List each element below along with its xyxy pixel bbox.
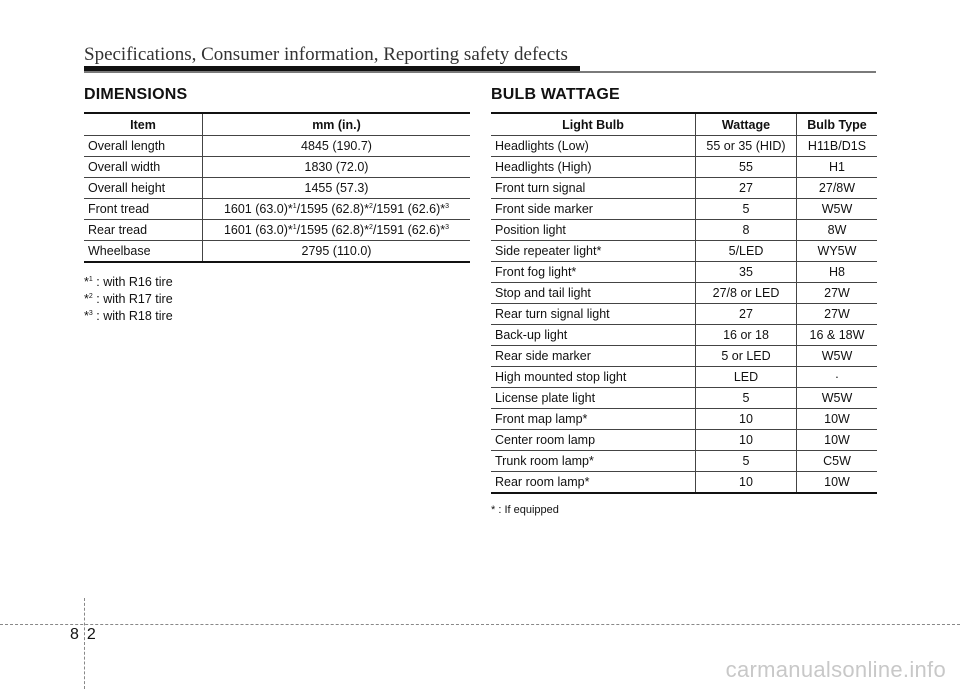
table-row: [491, 367, 877, 388]
bulb-type-cell: H11B/D1S: [797, 136, 878, 157]
bulb-wattage-table: [491, 112, 877, 494]
footnote-mark: 2: [88, 292, 93, 300]
table-row: [84, 157, 470, 178]
dimensions-table: [84, 112, 470, 263]
table-header-row: [84, 113, 470, 136]
bulb-type-cell: 10W: [797, 472, 878, 494]
table-row: [491, 283, 877, 304]
value-part: /1595 (62.8)*: [296, 223, 369, 237]
table-row: [491, 178, 877, 199]
table-row: [84, 241, 470, 263]
table-row: [491, 409, 877, 430]
footnote-mark: 1: [292, 223, 297, 231]
table-row: [84, 220, 470, 241]
value-cell: [203, 199, 471, 220]
table-row: [491, 199, 877, 220]
wattage-cell: 10: [696, 430, 797, 451]
page-number: 82: [70, 626, 104, 643]
bulb-name-cell: Headlights (High): [491, 157, 696, 178]
wattage-cell: 27: [696, 304, 797, 325]
bulb-type-cell: 10W: [797, 430, 878, 451]
bulb-type-cell: W5W: [797, 346, 878, 367]
bulb-type-cell: W5W: [797, 199, 878, 220]
bulb-footnote: * : If equipped: [491, 504, 559, 516]
dimension-footnotes: [84, 274, 173, 325]
table-row: [84, 199, 470, 220]
bulb-type-cell: 27W: [797, 304, 878, 325]
footnote-text: : with R18 tire: [92, 309, 173, 323]
footnote: [84, 308, 173, 325]
item-cell: Wheelbase: [84, 241, 203, 263]
wattage-cell: 5: [696, 199, 797, 220]
bulb-name-cell: Rear turn signal light: [491, 304, 696, 325]
value-cell: 2795 (110.0): [203, 241, 471, 263]
item-cell: Front tread: [84, 199, 203, 220]
bulb-type-cell: ·: [797, 367, 878, 388]
wattage-cell: 5: [696, 451, 797, 472]
watermark: carmanualsonline.info: [725, 657, 946, 682]
footnote: [84, 274, 173, 291]
column-header-bulb-type: Bulb Type: [797, 113, 878, 136]
bulb-name-cell: Rear side marker: [491, 346, 696, 367]
item-cell: Overall width: [84, 157, 203, 178]
wattage-cell: 10: [696, 409, 797, 430]
wattage-cell: 5: [696, 388, 797, 409]
item-cell: Overall height: [84, 178, 203, 199]
table-row: [491, 304, 877, 325]
bulb-name-cell: Headlights (Low): [491, 136, 696, 157]
table-row: [84, 178, 470, 199]
value-cell: 1455 (57.3): [203, 178, 471, 199]
wattage-cell: LED: [696, 367, 797, 388]
wattage-cell: 27: [696, 178, 797, 199]
value-part: /1591 (62.6)*: [372, 202, 446, 216]
bulb-name-cell: Rear room lamp*: [491, 472, 696, 494]
value-part: 1601 (63.0)*: [223, 223, 293, 237]
column-header-wattage: Wattage: [696, 113, 797, 136]
bulb-name-cell: Front turn signal: [491, 178, 696, 199]
footnote-mark: 3: [88, 309, 93, 317]
table-header-row: [491, 113, 877, 136]
table-row: [491, 220, 877, 241]
item-cell: Overall length: [84, 136, 203, 157]
value-part: /1595 (62.8)*: [296, 202, 369, 216]
wattage-cell: 5/LED: [696, 241, 797, 262]
table-row: [491, 157, 877, 178]
bulb-name-cell: Stop and tail light: [491, 283, 696, 304]
table-row: [491, 388, 877, 409]
wattage-cell: 55: [696, 157, 797, 178]
wattage-cell: 5 or LED: [696, 346, 797, 367]
footnote-mark: 1: [88, 275, 93, 283]
bulb-name-cell: High mounted stop light: [491, 367, 696, 388]
table-row: [491, 325, 877, 346]
footnote-star: *: [84, 275, 89, 289]
table-row: [491, 451, 877, 472]
bulb-name-cell: Front side marker: [491, 199, 696, 220]
item-cell: Rear tread: [84, 220, 203, 241]
bulb-type-cell: H8: [797, 262, 878, 283]
table-row: [491, 262, 877, 283]
footnote-star: *: [84, 309, 89, 323]
value-cell: 4845 (190.7): [203, 136, 471, 157]
wattage-cell: 10: [696, 472, 797, 494]
footnote-text: : with R16 tire: [92, 275, 173, 289]
table-row: [491, 430, 877, 451]
wattage-cell: 35: [696, 262, 797, 283]
footnote-mark: 3: [445, 202, 450, 210]
bulb-name-cell: Front map lamp*: [491, 409, 696, 430]
dimensions-title: DIMENSIONS: [84, 86, 188, 103]
wattage-cell: 27/8 or LED: [696, 283, 797, 304]
value-cell: [203, 220, 471, 241]
footnote-mark: 2: [368, 202, 373, 210]
bulb-name-cell: Side repeater light*: [491, 241, 696, 262]
table-row: [491, 241, 877, 262]
column-header-light-bulb: Light Bulb: [491, 113, 696, 136]
bulb-name-cell: Center room lamp: [491, 430, 696, 451]
footnote-star: *: [84, 292, 89, 306]
column-header-item: Item: [84, 113, 203, 136]
bulb-wattage-title: BULB WATTAGE: [491, 86, 620, 103]
wattage-cell: 55 or 35 (HID): [696, 136, 797, 157]
column-header-mm: mm (in.): [203, 113, 471, 136]
value-part: 1601 (63.0)*: [223, 202, 293, 216]
table-row: [491, 472, 877, 494]
bulb-type-cell: 27/8W: [797, 178, 878, 199]
bulb-name-cell: Trunk room lamp*: [491, 451, 696, 472]
footer-rule: [0, 624, 960, 625]
wattage-cell: 8: [696, 220, 797, 241]
bulb-type-cell: 8W: [797, 220, 878, 241]
footnote: [84, 291, 173, 308]
table-row: [491, 136, 877, 157]
value-cell: 1830 (72.0): [203, 157, 471, 178]
wattage-cell: 16 or 18: [696, 325, 797, 346]
section-header: Specifications, Consumer information, Reporting safety defects: [84, 44, 568, 65]
bulb-name-cell: Front fog light*: [491, 262, 696, 283]
bulb-type-cell: WY5W: [797, 241, 878, 262]
bulb-type-cell: 16 & 18W: [797, 325, 878, 346]
bulb-name-cell: Back-up light: [491, 325, 696, 346]
header-rule: [84, 71, 876, 73]
bulb-type-cell: W5W: [797, 388, 878, 409]
value-part: /1591 (62.6)*: [372, 223, 446, 237]
bulb-name-cell: License plate light: [491, 388, 696, 409]
bulb-type-cell: 27W: [797, 283, 878, 304]
footnote-mark: 3: [445, 223, 450, 231]
footnote-text: : with R17 tire: [92, 292, 173, 306]
bulb-name-cell: Position light: [491, 220, 696, 241]
bulb-type-cell: C5W: [797, 451, 878, 472]
table-row: [491, 346, 877, 367]
footnote-mark: 2: [368, 223, 373, 231]
bulb-type-cell: 10W: [797, 409, 878, 430]
table-row: [84, 136, 470, 157]
bulb-type-cell: H1: [797, 157, 878, 178]
footnote-mark: 1: [292, 202, 297, 210]
